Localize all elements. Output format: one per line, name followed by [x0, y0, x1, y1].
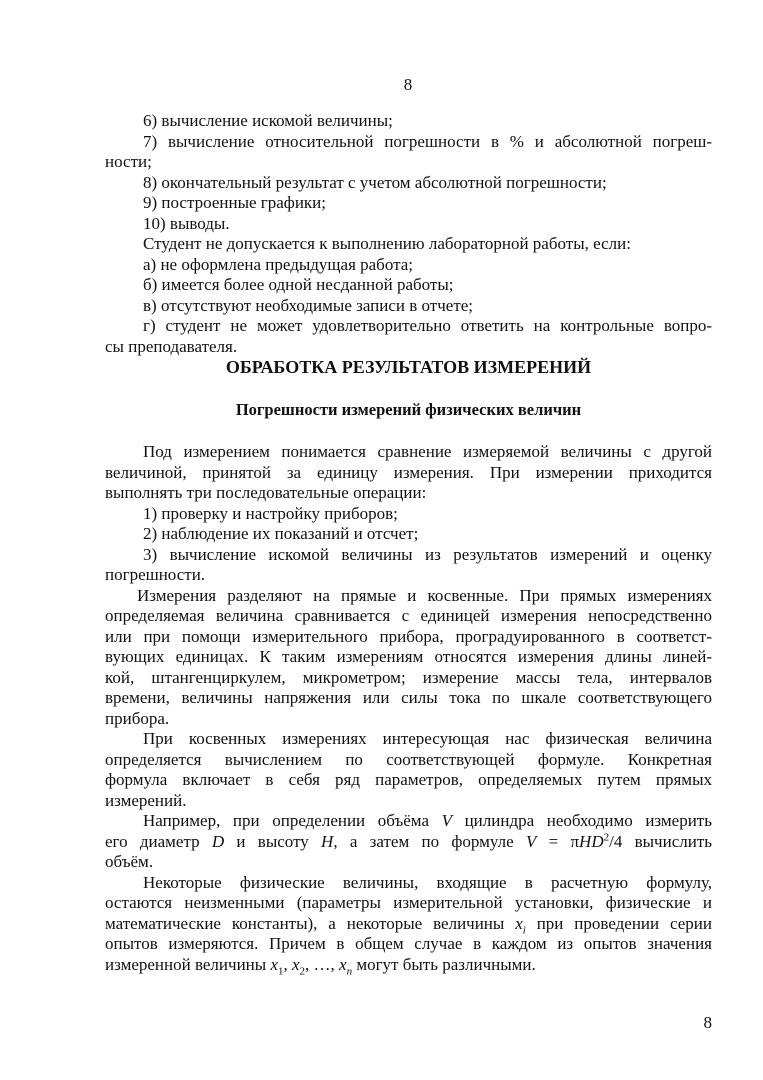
- text-line: [105, 914, 712, 935]
- math-symbol: 1: [277, 964, 284, 977]
- text-line: Измерения разделяют на прямые и косвенные. При прямых измерениях: [137, 585, 712, 605]
- subsection-heading: Погрешности измерений физических величин: [235, 400, 582, 419]
- text-line: ности;: [105, 152, 152, 171]
- paragraph: [105, 214, 712, 235]
- math-symbol: x: [339, 954, 347, 974]
- paragraph: [105, 234, 712, 255]
- text-segment: при проведении серии: [525, 913, 712, 933]
- math-symbol: x: [291, 954, 300, 974]
- paragraph: [105, 873, 712, 976]
- text-segment: его диаметр: [105, 831, 212, 851]
- math-symbol: n: [346, 964, 353, 977]
- text-line: кой, штангенциркулем, микрометром; измерение массы тела, интервалов: [105, 667, 712, 687]
- math-symbol: V: [441, 811, 452, 830]
- paragraph: [105, 442, 712, 504]
- text-segment: ,: [283, 954, 292, 974]
- text-line: [105, 832, 712, 853]
- math-symbol: i: [522, 923, 526, 936]
- math-symbol: x: [270, 954, 278, 974]
- text-segment: Например, при определении объёма: [143, 811, 442, 830]
- paragraph: [105, 504, 712, 525]
- text-line: Некоторые физические величины, входящие в расчетную формулу,: [143, 872, 712, 892]
- paragraph: [105, 193, 712, 214]
- text-line: 3) вычисление искомой величины из результатов измерений и оценку: [143, 544, 712, 564]
- math-symbol: HD: [579, 831, 604, 851]
- text-segment: , а затем по формуле: [333, 831, 526, 851]
- text-line: вующих единицах. К таким измерениям относятся измерения длины линей-: [105, 647, 712, 666]
- text-line: 2) наблюдение их показаний и отсчет;: [143, 524, 419, 543]
- text-line: прибора.: [105, 708, 170, 728]
- paragraph: [105, 255, 712, 276]
- text-segment: могут быть различными.: [352, 954, 536, 974]
- math-symbol: 2: [299, 964, 306, 977]
- text-line: остаются неизменными (параметры измерительной установки, физические и: [105, 893, 712, 912]
- math-symbol: x: [515, 913, 523, 933]
- text-line: 1) проверку и настройку приборов;: [143, 503, 398, 523]
- paragraph: [105, 173, 712, 194]
- text-line: 8) окончательный результат с учетом абсолютной погрешности;: [143, 172, 607, 192]
- text-line: определяемая величина сравнивается с единицей измерения непосредственно: [105, 606, 712, 625]
- paragraph: [105, 296, 712, 317]
- section-heading: ОБРАБОТКА РЕЗУЛЬТАТОВ ИЗМЕРЕНИЙ: [225, 357, 592, 377]
- page-number-top: 8: [403, 75, 413, 94]
- text-line: величиной, принятой за единицу измерения. При измерении приходится: [105, 462, 712, 482]
- paragraph: [105, 811, 712, 873]
- text-segment: математические константы), а некоторые величины: [105, 913, 516, 933]
- paragraph: [105, 545, 712, 586]
- math-symbol: D: [211, 831, 225, 851]
- text-segment: цилиндра необходимо измерить: [451, 811, 712, 830]
- text-line: времени, величины напряжения или силы тока по шкале соответствующего: [105, 688, 712, 707]
- text-line: выполнять три последовательные операции:: [105, 483, 427, 502]
- text-segment: измеренной величины: [105, 954, 271, 974]
- text-line: в) отсутствуют необходимые записи в отчете;: [143, 295, 474, 315]
- text-line: 7) вычисление относительной погрешности в % и абсолютной погреш-: [143, 131, 712, 151]
- text-line: сы преподавателя.: [105, 336, 238, 356]
- section-measurement-errors: [105, 442, 712, 975]
- section-requirements: [105, 111, 712, 357]
- text-line: измерений.: [105, 790, 187, 810]
- text-line: формула включает в себя ряд параметров, определяемых путем прямых: [105, 770, 712, 789]
- paragraph: [105, 524, 712, 545]
- text-line: погрешности.: [105, 565, 206, 584]
- text-line: г) студент не может удовлетворительно ответить на контрольные вопро-: [143, 316, 712, 335]
- text-line: [105, 955, 712, 976]
- paragraph: [105, 275, 712, 296]
- text-line: При косвенных измерениях интересующая нас физическая величина: [143, 729, 712, 748]
- page-number-bottom: 8: [703, 1013, 712, 1032]
- math-symbol: V: [525, 831, 537, 851]
- text-segment: и высоту: [224, 831, 322, 851]
- text-segment: /4 вычислить: [609, 831, 713, 851]
- text-line: а) не оформлена предыдущая работа;: [143, 254, 414, 274]
- math-symbol: H: [321, 831, 334, 851]
- text-line: определяется вычислением по соответствующей формуле. Конкретная: [105, 749, 712, 769]
- text-line: 9) построенные графики;: [143, 193, 326, 212]
- text-line: б) имеется более одной несданной работы;: [143, 275, 454, 294]
- text-line: или при помощи измерительного прибора, проградуированного в соответст-: [105, 626, 712, 646]
- text-line: Студент не допускается к выполнению лабораторной работы, если:: [143, 234, 631, 253]
- paragraph: [105, 316, 712, 357]
- paragraph: [105, 132, 712, 173]
- text-line: 10) выводы.: [143, 213, 230, 233]
- text-line: 6) вычисление искомой величины;: [143, 111, 393, 130]
- text-line: Под измерением понимается сравнение измеряемой величины с другой: [143, 442, 712, 461]
- paragraph: [105, 729, 712, 811]
- text-line: [105, 811, 712, 832]
- text-segment: , …,: [305, 954, 340, 974]
- text-line: опытов измеряются. Причем в общем случае в каждом из опытов значения: [105, 934, 712, 953]
- math-symbol: 2: [603, 830, 610, 843]
- paragraph: [105, 586, 712, 730]
- text-segment: = π: [536, 831, 580, 851]
- text-line: объём.: [105, 852, 154, 871]
- paragraph: [105, 111, 712, 132]
